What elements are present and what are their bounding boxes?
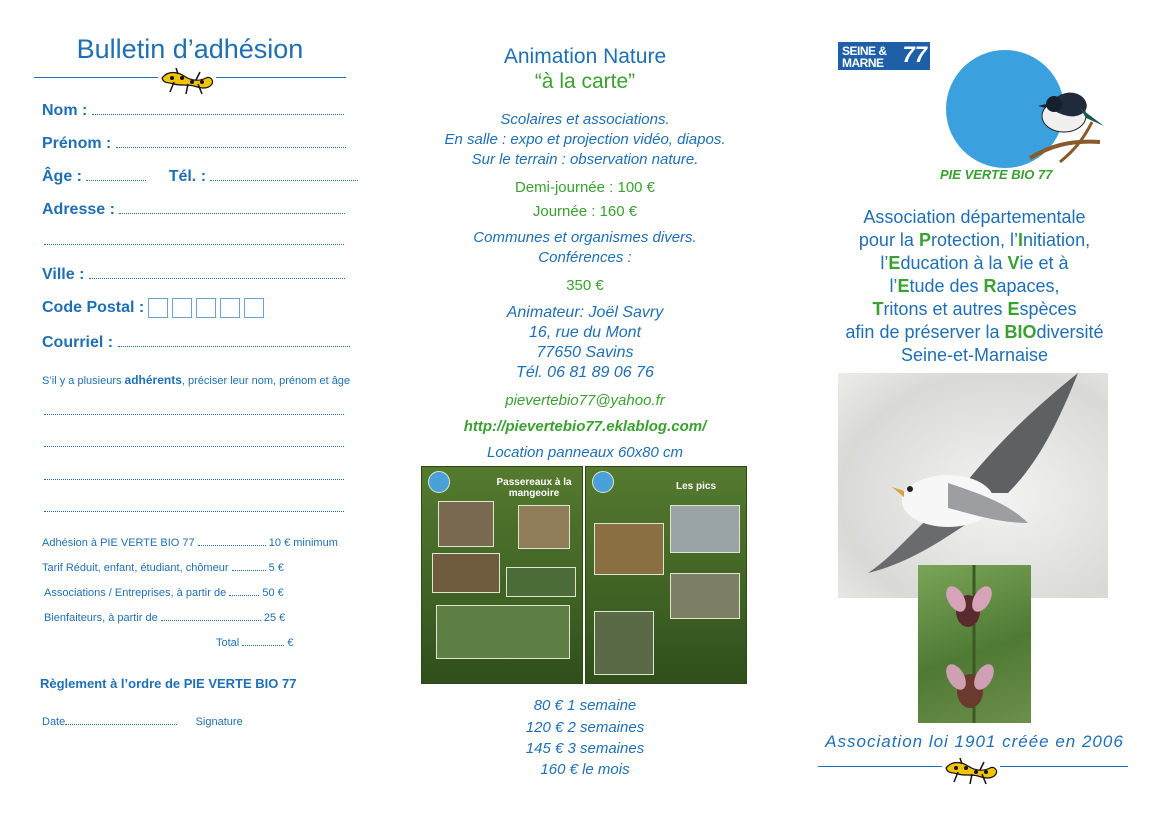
field-age-tel[interactable] (42, 168, 358, 186)
panel-rental: Location panneaux 60x80 cm (487, 444, 683, 461)
form-title: Bulletin d’adhésion (76, 34, 304, 64)
adherent-line-3[interactable] (44, 479, 344, 480)
schools-line3: Sur le terrain : observation nature. (471, 151, 699, 168)
input-tel[interactable] (210, 170, 358, 181)
label-code-postal: Code Postal : (42, 299, 145, 317)
rental-price-1: 80 € 1 semaine (533, 697, 637, 714)
footer-rule-right (1000, 766, 1128, 767)
fee-row-total[interactable]: Total € (216, 637, 294, 649)
bird-photo (594, 611, 654, 675)
rental-price-4: 160 € le mois (540, 761, 630, 778)
date-input[interactable] (65, 717, 177, 725)
input-age[interactable] (86, 170, 146, 181)
price-day: Journée : 160 € (532, 203, 638, 220)
adherent-line-1[interactable] (44, 414, 344, 415)
communes-line1: Communes et organismes divers. (473, 229, 697, 246)
label-prenom: Prénom : (42, 135, 112, 152)
label-tel: Tél. : (168, 168, 207, 185)
input-adresse-line2[interactable] (44, 244, 344, 245)
price-conference: 350 € (566, 277, 604, 294)
adherents-note: S’il y a plusieurs adhérents, préciser leur nom, prénom et âge (42, 373, 351, 387)
label-nom: Nom : (42, 102, 88, 119)
assoc-line-2: pour la Protection, l’Initiation, (858, 230, 1091, 250)
price-half-day: Demi-journée : 100 € (514, 179, 656, 196)
title-rule-left (34, 77, 158, 78)
fee-row-associations[interactable]: Associations / Entreprises, à partir de 50 € (44, 587, 284, 599)
panel-pics (585, 466, 747, 684)
adherent-line-4[interactable] (44, 511, 344, 512)
schools-line1: Scolaires et associations. (500, 111, 670, 128)
signature-label: Signature (195, 716, 243, 728)
footer-text: Association loi 1901 créée en 2006 (825, 732, 1124, 751)
assoc-line-3: l’Education à la Vie et à (880, 253, 1069, 273)
reglement-text: Règlement à l’ordre de PIE VERTE BIO 77 (40, 676, 297, 691)
input-prenom[interactable] (116, 137, 346, 148)
fee-row-reduit[interactable]: Tarif Réduit, enfant, étudiant, chômeur 5 € (42, 562, 284, 574)
label-courriel: Courriel : (42, 334, 114, 351)
adherent-line-2[interactable] (44, 446, 344, 447)
date-label: Date (42, 716, 66, 728)
bird-photo (670, 505, 740, 553)
association-panel (780, 0, 1169, 827)
address-line1: 16, rue du Mont (528, 324, 642, 341)
label-ville: Ville : (42, 266, 85, 283)
field-code-postal[interactable] (42, 298, 268, 318)
communes-line2: Conférences : (538, 249, 632, 266)
address-line2: 77650 Savins (536, 344, 634, 361)
website-link[interactable]: http://pievertebio77.eklablog.com/ (463, 418, 707, 435)
logo-name: PIE VERTE BIO 77 (940, 167, 1053, 182)
bird-photo (436, 605, 570, 659)
assoc-line-6: afin de préserver la BIOdiversité (845, 322, 1104, 342)
salamander-icon (942, 754, 1002, 788)
assoc-line-4: l’Etude des Rapaces, (889, 276, 1060, 296)
bird-photo (594, 523, 664, 575)
input-ville[interactable] (89, 268, 345, 279)
field-courriel[interactable] (42, 334, 350, 352)
panel-passereaux-title: Passereaux à la mangeoire (496, 477, 572, 499)
panel-passereaux (421, 466, 583, 684)
seine-et-marne-logo: SEINE & MARNE LE DÉPARTEMENT 77 (838, 42, 930, 70)
animation-title: Animation Nature (503, 45, 667, 68)
bird-photo (518, 505, 570, 549)
bird-photo (432, 553, 500, 593)
label-age: Âge : (42, 168, 82, 185)
fee-row-adhesion[interactable]: Adhésion à PIE VERTE BIO 77 10 € minimum (42, 537, 338, 549)
label-adresse: Adresse : (42, 201, 115, 218)
animator-name: Animateur: Joël Savry (506, 304, 664, 321)
animation-subtitle: “à la carte” (534, 70, 636, 93)
postal-code-boxes[interactable] (148, 298, 268, 318)
membership-form (0, 0, 390, 827)
field-nom[interactable] (42, 102, 344, 120)
field-adresse[interactable] (42, 201, 345, 219)
field-ville[interactable] (42, 266, 345, 284)
phone-number: Tél. 06 81 89 06 76 (516, 364, 654, 381)
date-signature-row[interactable] (42, 716, 243, 728)
rental-price-2: 120 € 2 semaines (525, 719, 645, 736)
email-link[interactable]: pievertebio77@yahoo.fr (505, 392, 665, 409)
bird-photo (438, 501, 494, 547)
orchid-photo (918, 565, 1031, 723)
rental-price-3: 145 € 3 semaines (525, 740, 645, 757)
input-nom[interactable] (92, 104, 344, 115)
magpie-icon (1020, 82, 1110, 172)
assoc-line-7: Seine-et-Marnaise (900, 345, 1049, 365)
footer-rule-left (818, 766, 942, 767)
fee-row-bienfaiteurs[interactable]: Bienfaiteurs, à partir de 25 € (44, 612, 286, 624)
assoc-line-1: Association départementale (863, 207, 1086, 227)
input-courriel[interactable] (118, 336, 350, 347)
title-rule-right (216, 77, 346, 78)
input-adresse[interactable] (119, 203, 345, 214)
field-prenom[interactable] (42, 135, 346, 153)
bird-photo (506, 567, 576, 597)
schools-line2: En salle : expo et projection vidéo, diapos. (444, 131, 726, 148)
panel-pics-title: Les pics (675, 481, 717, 492)
bird-photo (670, 573, 740, 619)
assoc-line-5: Tritons et autres Espèces (872, 299, 1077, 319)
exhibition-panels (421, 466, 749, 684)
salamander-icon (158, 64, 218, 98)
animation-panel (390, 0, 780, 827)
